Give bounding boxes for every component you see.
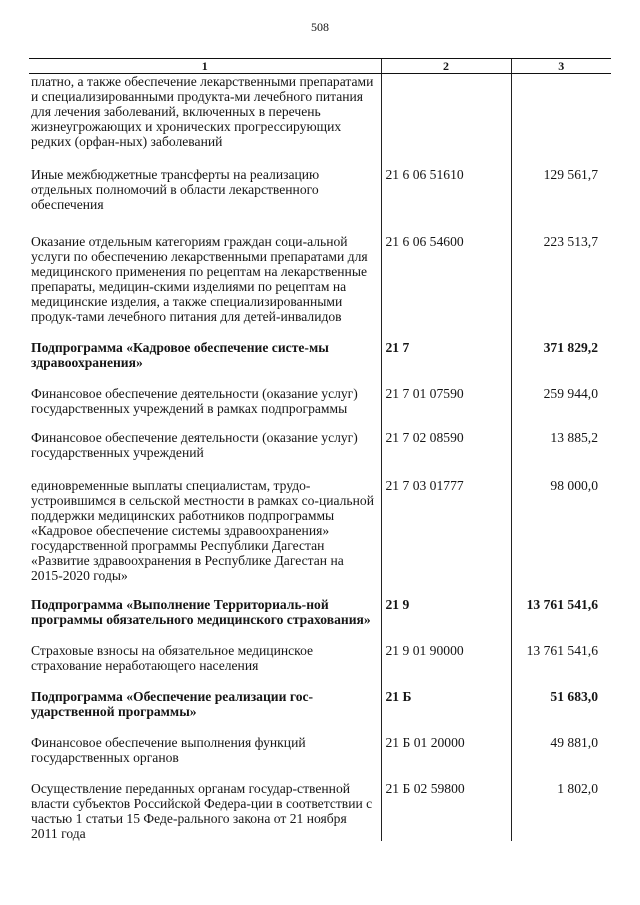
row-name: Финансовое обеспечение выполнения функций государственных органов <box>31 735 306 765</box>
spacer-cell <box>29 765 381 781</box>
spacer-cell <box>29 416 381 430</box>
row-name: Финансовое обеспечение деятельности (оказание услуг) государственных учреждений в рамках подпрограммы <box>31 386 358 416</box>
row-spacer <box>29 719 611 735</box>
row-name: платно, а также обеспечение лекарственными препаратами и специализированными продукта-ми лечебного питания для лечения заболеваний, включенных в перечень жизнеугрожающих и хронических прогрессирующих редких (орфан-ных) заболеваний <box>31 74 374 149</box>
spacer-cell <box>381 673 511 689</box>
spacer-cell <box>29 673 381 689</box>
row-name: единовременные выплаты специалистам, трудо-устроившимся в сельской местности в рамках со-циальной поддержки медицинских работников подпрограммы «Кадровое обеспечение системы здравоохранения» государственной программы Республики Дагестан «Развитие здравоохранения в Республике Дагестан на 2015-2020 годы» <box>31 478 374 583</box>
row-code: 21 Б 02 59800 <box>381 781 511 841</box>
row-code: 21 7 02 08590 <box>381 430 511 460</box>
spacer-cell <box>511 416 611 430</box>
spacer-cell <box>381 627 511 643</box>
row-amount: 13 761 541,6 <box>511 643 611 673</box>
table-row <box>29 167 611 212</box>
spacer-cell <box>29 370 381 386</box>
row-code <box>381 74 511 150</box>
row-spacer <box>29 416 611 430</box>
spacer-cell <box>381 583 511 597</box>
table-row <box>29 430 611 460</box>
row-amount: 129 561,7 <box>511 167 611 212</box>
column-header-3: 3 <box>511 59 611 74</box>
spacer-cell <box>381 460 511 478</box>
table-row <box>29 478 611 583</box>
spacer-cell <box>381 416 511 430</box>
row-spacer <box>29 583 611 597</box>
row-spacer <box>29 765 611 781</box>
row-spacer <box>29 149 611 167</box>
table-row <box>29 781 611 841</box>
spacer-cell <box>29 212 381 234</box>
row-amount: 13 885,2 <box>511 430 611 460</box>
row-amount: 51 683,0 <box>511 689 611 719</box>
row-name: Подпрограмма «Обеспечение реализации гос-ударственной программы» <box>31 689 314 719</box>
spacer-cell <box>29 324 381 340</box>
spacer-cell <box>381 719 511 735</box>
spacer-cell <box>511 765 611 781</box>
row-spacer <box>29 212 611 234</box>
table-row <box>29 386 611 416</box>
spacer-cell <box>29 460 381 478</box>
row-code: 21 Б 01 20000 <box>381 735 511 765</box>
row-code: 21 9 <box>381 597 511 627</box>
spacer-cell <box>511 719 611 735</box>
row-name: Подпрограмма «Кадровое обеспечение систе-мы здравоохранения» <box>31 340 329 370</box>
column-header-2: 2 <box>381 59 511 74</box>
spacer-cell <box>511 149 611 167</box>
table-body <box>29 74 611 842</box>
row-amount: 98 000,0 <box>511 478 611 583</box>
row-code: 21 9 01 90000 <box>381 643 511 673</box>
row-name: Финансовое обеспечение деятельности (оказание услуг) государственных учреждений <box>31 430 358 460</box>
row-spacer <box>29 673 611 689</box>
spacer-cell <box>511 583 611 597</box>
table-row <box>29 735 611 765</box>
spacer-cell <box>29 627 381 643</box>
table-row <box>29 643 611 673</box>
row-amount: 13 761 541,6 <box>511 597 611 627</box>
row-spacer <box>29 460 611 478</box>
spacer-cell <box>381 370 511 386</box>
row-name: Осуществление переданных органам государ-ственной власти субъектов Российской Федера-ции в соответствии с частью 1 статьи 15 Феде-рального закона от 21 ноября 2011 года <box>31 781 373 841</box>
row-code: 21 7 01 07590 <box>381 386 511 416</box>
subprogram-row <box>29 597 611 627</box>
row-name: Страховые взносы на обязательное медицинское страхование неработающего населения <box>31 643 314 673</box>
row-name: Иные межбюджетные трансферты на реализацию отдельных полномочий в области лекарственного обеспечения <box>31 167 320 212</box>
table-row <box>29 74 611 150</box>
row-code: 21 Б <box>381 689 511 719</box>
spacer-cell <box>381 212 511 234</box>
column-header-row <box>29 59 611 74</box>
row-amount: 1 802,0 <box>511 781 611 841</box>
row-amount: 223 513,7 <box>511 234 611 324</box>
spacer-cell <box>511 627 611 643</box>
spacer-cell <box>29 583 381 597</box>
row-spacer <box>29 627 611 643</box>
budget-table <box>29 58 611 841</box>
table-row <box>29 234 611 324</box>
spacer-cell <box>29 149 381 167</box>
row-code: 21 6 06 51610 <box>381 167 511 212</box>
subprogram-row <box>29 689 611 719</box>
row-amount <box>511 74 611 150</box>
spacer-cell <box>29 719 381 735</box>
spacer-cell <box>511 212 611 234</box>
row-spacer <box>29 370 611 386</box>
row-code: 21 7 03 01777 <box>381 478 511 583</box>
spacer-cell <box>381 149 511 167</box>
column-header-1: 1 <box>29 59 381 74</box>
row-amount: 49 881,0 <box>511 735 611 765</box>
spacer-cell <box>381 765 511 781</box>
row-spacer <box>29 324 611 340</box>
spacer-cell <box>381 324 511 340</box>
row-code: 21 7 <box>381 340 511 370</box>
spacer-cell <box>511 324 611 340</box>
row-name: Оказание отдельным категориям граждан соци-альной услуги по обеспечению лекарственными препаратами для медицинского применения по рецептам на лекарственные препараты, медицин-скими изделиями по рецептам на медицинские изделия, а также специализированными продук-тами лечебного питания для детей-инвалидов <box>31 234 368 324</box>
subprogram-row <box>29 340 611 370</box>
row-amount: 371 829,2 <box>511 340 611 370</box>
spacer-cell <box>511 460 611 478</box>
spacer-cell <box>511 370 611 386</box>
row-amount: 259 944,0 <box>511 386 611 416</box>
row-name: Подпрограмма «Выполнение Территориаль-ной программы обязательного медицинского страхования» <box>31 597 371 627</box>
spacer-cell <box>511 673 611 689</box>
row-code: 21 6 06 54600 <box>381 234 511 324</box>
page-number: 508 <box>311 20 329 34</box>
